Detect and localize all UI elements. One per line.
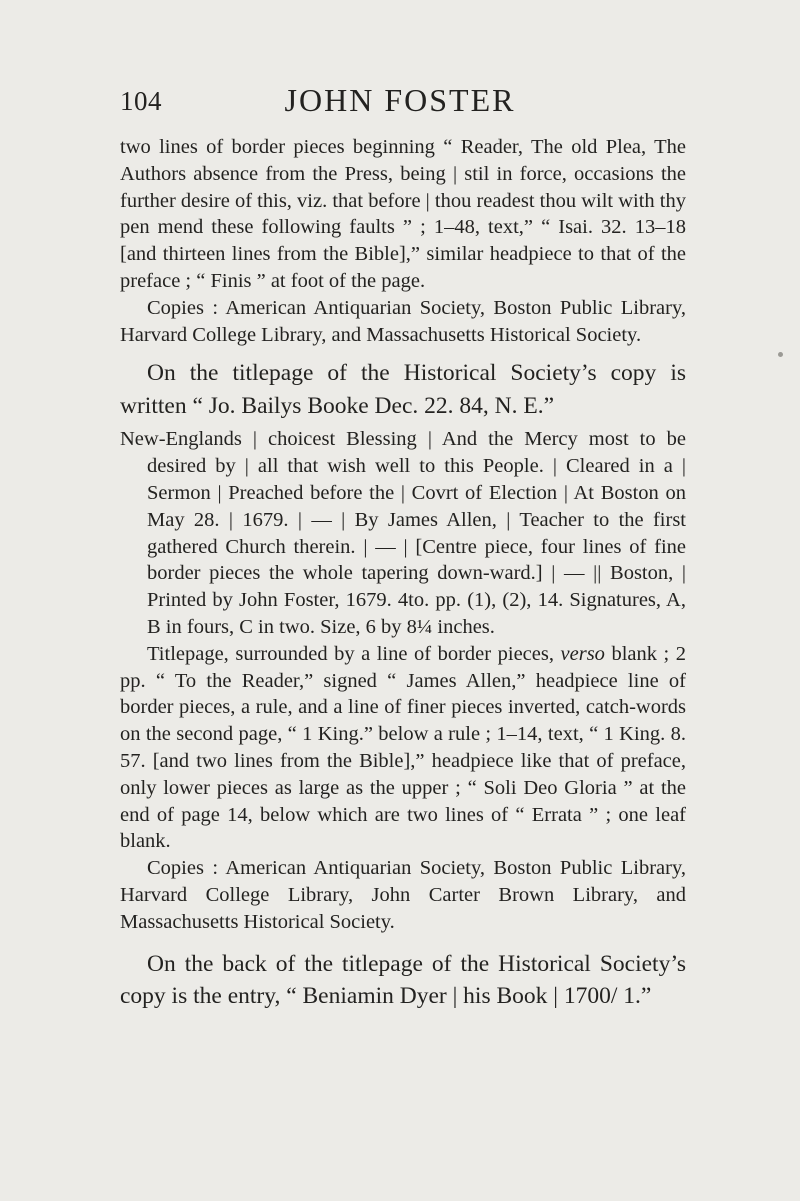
note-titlepage-inscription: On the titlepage of the Historical Society’s copy is written “ Jo. Bailys Booke Dec. 22. 84, N. E.”: [120, 360, 686, 419]
note-back-of-titlepage: On the back of the titlepage of the Historical Society’s copy is the entry, “ Beniamin Dyer | his Book | 1700/ 1.”: [120, 950, 686, 1010]
paragraph-copies-2: Copies : American Antiquarian Society, Boston Public Library, Harvard College Library, John Carter Brown Library, and Massachusetts Historical Society.: [120, 857, 686, 933]
body-text: [120, 134, 686, 1013]
page-number: 104: [120, 86, 162, 116]
paragraph-copies-1: Copies : American Antiquarian Society, Boston Public Library, Harvard College Library, and Massachusetts Historical Society.: [120, 296, 686, 346]
bibliographic-entry: New-Englands | choicest Blessing | And the Mercy most to be desired by | all that wish well to this People. | Cleared in a | Sermon | Preached before the | Covrt of Election | At Boston on May 28. | 1679. | — | By James Allen, | Teacher to the first gathered Church therein. | — | [Centre piece, four lines of fine border pieces the whole tapering down-ward.] | — || Boston, | Printed by John Foster, 1679. 4to. pp. (1), (2), 14. Signatures, A, B in fours, C in two. Size, 6 by 8¼ inches.: [120, 428, 686, 638]
description-text-a: Titlepage, surrounded by a line of border pieces,: [147, 642, 561, 665]
running-head: JOHN FOSTER: [284, 82, 516, 118]
verso-italic: verso: [560, 642, 605, 665]
description-text-b: blank ; 2 pp. “ To the Reader,” signed “ James Allen,” headpiece line of border pieces, a rule, and a line of finer pieces inverted, catch-words on the second page, “ 1 King.” below a rule ; 1–14, text, “ 1 King. 8. 57. [and two lines from the Bible],” headpiece like that of preface, only lower pieces as large as the upper ; “ Soli Deo Gloria ” at the end of page 14, below which are two lines of “ Errata ” ; one leaf blank.: [120, 642, 686, 853]
paragraph-titlepage-description: [120, 641, 686, 855]
paper-speck: [778, 352, 783, 357]
paragraph-border-pieces: two lines of border pieces beginning “ Reader, The old Plea, The Authors absence from the Press, being | stil in force, occasions the further desire of this, viz. that before | thou readest thou wilt with thy pen mend these following faults ” ; 1–48, text,” “ Isai. 32. 13–18 [and thirteen lines from the Bible],” similar headpiece to that of the preface ; “ Finis ” at foot of the page.: [120, 136, 687, 292]
